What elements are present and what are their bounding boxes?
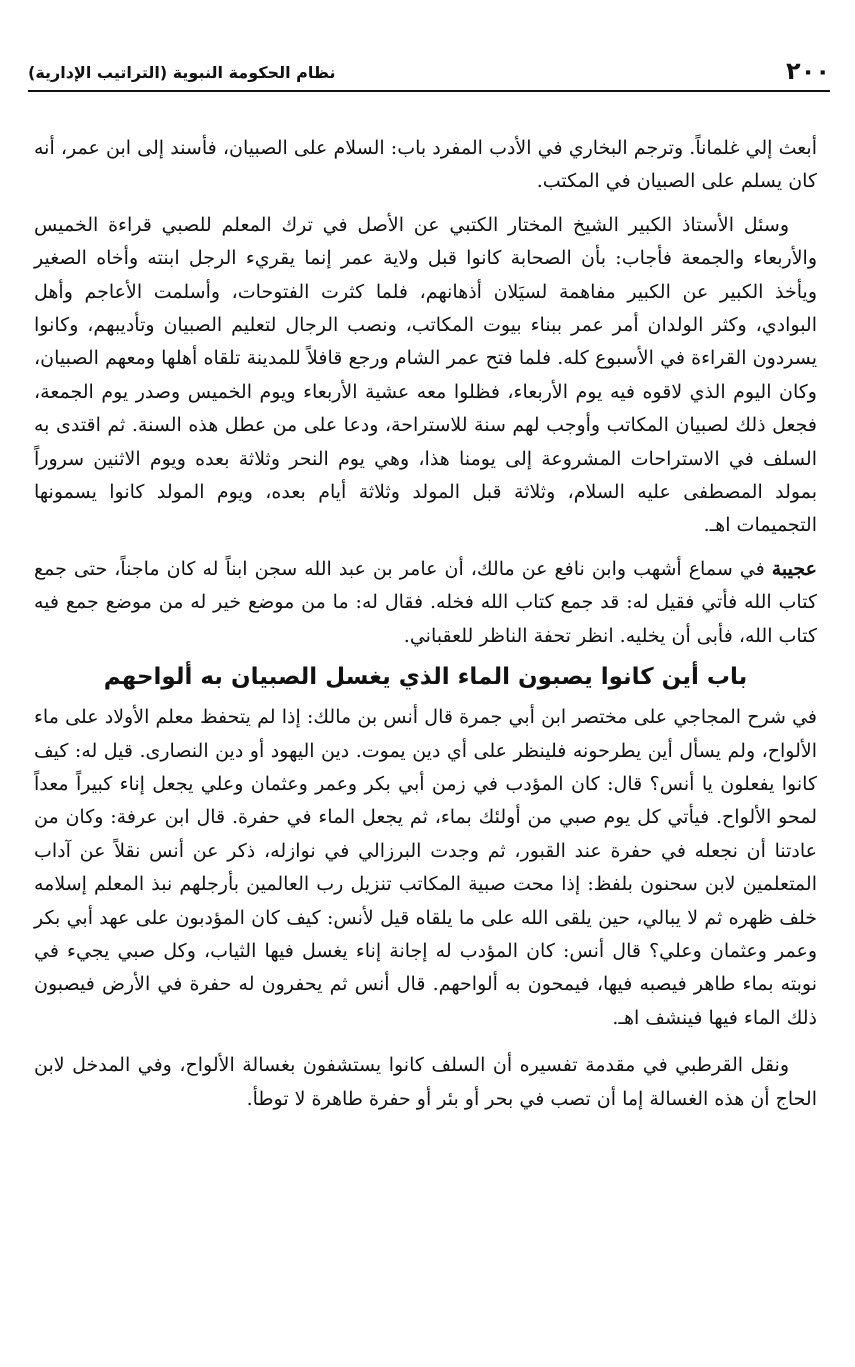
- paragraph-spacer: [34, 543, 817, 553]
- ajiba-text: في سماع أشهب وابن نافع عن مالك، أن عامر بن عبد الله سجن ابناً له كان ماجناً، حتى جمع كتاب الله فأتي فقيل له: قد جمع كتاب الله فخله. فقال له: ما من موضع خير له من موضع جمع فيه كتاب الله، فأبى أن يخليه. انظر تحفة الناظر للعقباني.: [34, 557, 817, 647]
- section-heading: باب أين كانوا يصبون الماء الذي يغسل الصبيان به ألواحهم: [103, 664, 748, 691]
- page-number: ٢٠٠: [786, 57, 830, 85]
- running-title: نظام الحكومة النبوية (التراتيب الإدارية): [28, 63, 336, 82]
- ajiba-label: عجيبة: [771, 557, 817, 580]
- paragraph-kattani-answer: وسئل الأستاذ الكبير الشيخ المختار الكتبي عن الأصل في ترك المعلم للصبي قراءة الخميس والأربعاء والجمعة فأجاب: بأن الصحابة كانوا قبل ولاية عمر إنما يقريء الرجل ابنته وأخاه الصغير ويأخذ الكبير عن الكبير مفاهمة لسيَلان أذهانهم، فلما كثرت الفتوحات، وأسلمت الأعاجم وأهل البوادي، وكثر الولدان أمر عمر ببناء بيوت المكاتب، ونصب الرجال لتعليم الصبيان وتأديبهم، وكانوا يسردون القراءة في الأسبوع كله. فلما فتح عمر الشام ورجع قافلاً للمدينة تلقاه أهلها ومعهم الصبيان، وكان اليوم الذي لاقوه فيه يوم الأربعاء، فظلوا معه عشية الأربعاء ويوم الخميس وصدر يوم الجمعة، فجعل ذلك لصبيان المكاتب وأوجب لهم سنة للاستراحة، ودعا على من عطل هذه السنة. ثم اقتدى به السلف في الاستراحات المشروعة إلى يومنا هذا، وهي يوم النحر وثلاثة بعده ويوم الاثنين سروراً بمولد المصطفى عليه السلام، وثلاثة قبل المولد وثلاثة أيام بعده، ويوم المولد كانوا يسمونها التجميمات اهـ.: [34, 213, 817, 537]
- paragraph-continuation: أبعث إلي غلماناً. وترجم البخاري في الأدب المفرد باب: السلام على الصبيان، فأسند إلى ابن عمر، أنه كان يسلم على الصبيان في المكتب.: [34, 137, 817, 193]
- page-header: [28, 56, 830, 92]
- paragraph-spacer: [34, 1035, 817, 1049]
- paragraph-qurtubi: ونقل القرطبي في مقدمة تفسيره أن السلف كانوا يستشفون بغسالة الألواح، وفي المدخل لابن الحاج أن هذه الغسالة إما أن تصب في بحر أو بئر أو حفرة طاهرة لا توطأ.: [34, 1054, 817, 1110]
- paragraph-majaji: في شرح المجاجي على مختصر ابن أبي جمرة قال أنس بن مالك: إذا لم يتحفظ معلم الأولاد على ماء الألواح، ولم يسأل أين يطرحونه فلينظر على أي دين يموت. دين اليهود أو دين النصارى. قيل له: كيف كانوا يفعلون يا أنس؟ قال: كان المؤدب في زمن أبي بكر وعمر وعثمان وعلي يجعل إناء كبيراً معداً لمحو الألواح. فيأتي كل يوم صبي من أولئك بماء، ثم يجعل الماء في حفرة. قال ابن عرفة: وكان من عادتنا أن نجعله في حفرة عند القبور، ثم وجدت البرزالي في نوازله، ذكر عن أنس نقلاً عن آداب المتعلمين لابن سحنون بلفظ: إذا محت صبية المكاتب تنزيل رب العالمين بأرجلهم نبذ المعلم إسلامه خلف ظهره ثم لا يبالي، حين يلقى الله على ما يلقاه قيل لأنس: كيف كان المؤدبون على عهد أبي بكر وعمر وعثمان وعلي؟ قال أنس: كان المؤدب له إجانة إناء يغسل فيها الثياب، وكل صبي يجيء في نوبته بماء طاهر فيصبه فيها، فيمحون به ألواحهم. قال أنس ثم يحفرون له حفرة في الأرض فيصبون ذلك الماء فيها فينشف اهـ.: [34, 706, 817, 1029]
- paragraph-spacer: [34, 199, 817, 209]
- paragraph-ajiba: [34, 553, 817, 653]
- page-body: [34, 132, 817, 1116]
